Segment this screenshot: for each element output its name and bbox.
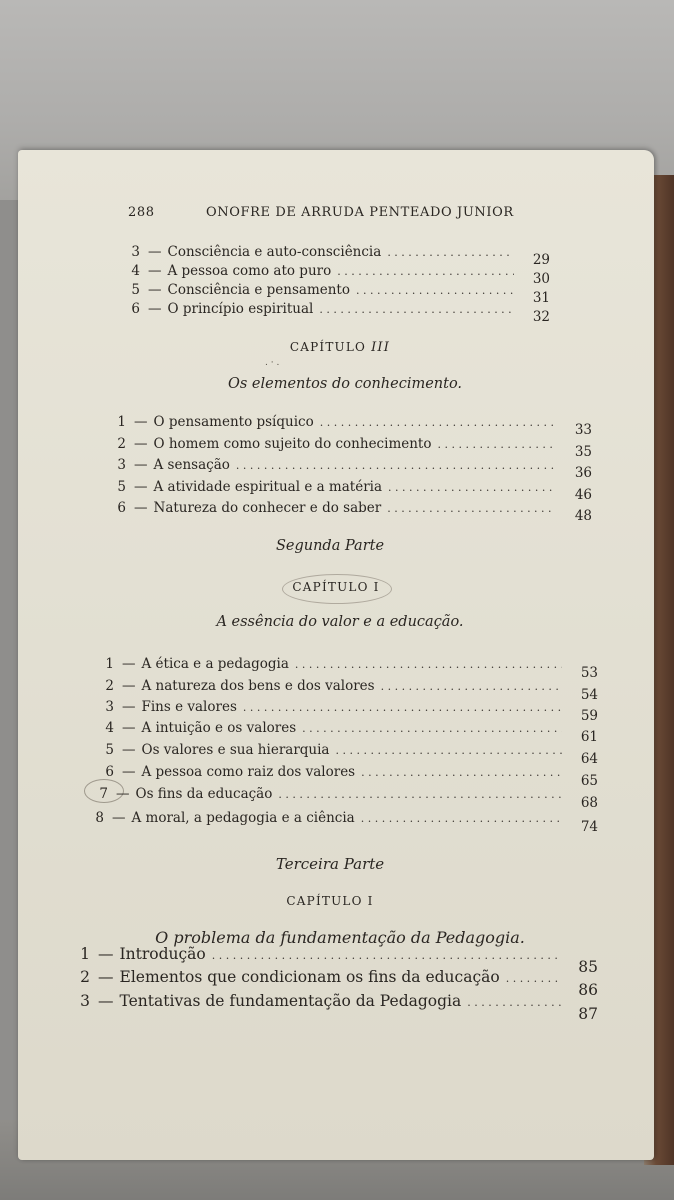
item-title: A sensação — [153, 457, 230, 473]
item-page: 29 — [532, 252, 550, 268]
part-title: Terceira Parte — [275, 855, 385, 873]
item-page: 48 — [574, 508, 592, 524]
item-number: 2 — [117, 436, 126, 452]
running-head — [128, 205, 528, 220]
chapter-title: O problema da fundamentação da Pedagogia. — [155, 928, 525, 947]
item-title: Os valores e sua hierarquia — [141, 742, 330, 758]
toc-item: 5 — A atividade espiritual e a matéria . . . 46 — [112, 479, 592, 495]
item-title: A pessoa como ato puro — [167, 263, 332, 279]
toc-item: 5 — Os valores e sua hierarquia . . . 64 — [100, 742, 598, 758]
toc-item: 7 — Os fins da educação . . . 68 — [94, 786, 598, 802]
chapter-roman: III — [371, 340, 391, 355]
toc-item: 6 — Natureza do conhecer e do saber . . . 48 — [112, 500, 592, 516]
item-title: Consciência e pensamento — [167, 282, 350, 298]
item-page: 64 — [580, 751, 598, 767]
item-title: O pensamento psíquico — [153, 414, 314, 430]
chapter-title: A essência do valor e a educação. — [216, 614, 464, 630]
item-page: 54 — [580, 687, 598, 703]
item-page: 53 — [580, 665, 598, 681]
chapter-heading: CAPÍTULO I — [292, 580, 380, 594]
item-number: 8 — [95, 810, 104, 826]
toc-item: 2 — O homem como sujeito do conhecimento . . . 35 — [112, 436, 592, 452]
item-title: Os fins da educação — [135, 786, 273, 802]
item-title: A atividade espiritual e a matéria — [153, 479, 383, 495]
toc-item: 1 — O pensamento psíquico . . . 33 — [112, 414, 592, 430]
item-page: 59 — [580, 708, 598, 724]
item-number: 7 — [99, 786, 108, 802]
item-number: 3 — [117, 457, 126, 473]
item-number: 5 — [105, 742, 114, 758]
item-page: 36 — [574, 465, 592, 481]
toc-item: 1 — A ética e a pedagogia . . . 53 — [100, 656, 598, 672]
item-page: 74 — [580, 819, 598, 835]
item-number: 4 — [131, 263, 140, 279]
item-title: Tentativas de fundamentação da Pedagogia — [119, 992, 462, 1010]
item-number: 3 — [131, 244, 140, 260]
item-number: 2 — [105, 678, 114, 694]
toc-item: 2 — A natureza dos bens e dos valores . . . 54 — [100, 678, 598, 694]
chapter-label: CAPÍTULO — [289, 340, 367, 354]
item-number: 6 — [117, 500, 126, 516]
toc-item: 4 — A intuição e os valores . . . 61 — [100, 720, 598, 736]
item-title: Natureza do conhecer e do saber — [153, 500, 382, 516]
toc-item: 3 — A sensação . . . 36 — [112, 457, 592, 473]
item-title: Elementos que condicionam os fins da educação — [119, 968, 500, 986]
item-number: 6 — [105, 764, 114, 780]
toc-item: 3 — Fins e valores . . . 59 — [100, 699, 598, 715]
toc-item: 3 — Tentativas de fundamentação da Pedagogia . . . 87 — [70, 992, 598, 1010]
toc-item: 4 — A pessoa como ato puro . . . 30 — [110, 263, 550, 279]
item-page: 87 — [578, 1005, 598, 1023]
item-page: 32 — [532, 309, 550, 325]
toc-item: 2 — Elementos que condicionam os fins da educação . . . 86 — [70, 968, 598, 986]
item-page: 30 — [532, 271, 550, 287]
chapter-heading: CAPÍTULO I — [286, 894, 374, 908]
item-number: 6 — [131, 301, 140, 317]
item-title: A ética e a pedagogia — [141, 656, 289, 672]
item-title: O homem como sujeito do conhecimento — [153, 436, 432, 452]
item-number: 3 — [80, 992, 90, 1010]
toc-item: 5 — Consciência e pensamento . . . 31 — [110, 282, 550, 298]
part-title: Segunda Parte — [275, 538, 385, 554]
toc-item: 3 — Consciência e auto-consciência . . . 29 — [110, 244, 550, 260]
item-title: A pessoa como raiz dos valores — [141, 764, 356, 780]
toc-item: 8 — A moral, a pedagogia e a ciência . . . 74 — [90, 810, 598, 826]
item-number: 5 — [131, 282, 140, 298]
item-number: 1 — [117, 414, 126, 430]
author-name: ONOFRE DE ARRUDA PENTEADO JUNIOR — [206, 205, 514, 220]
item-page: 35 — [574, 444, 592, 460]
item-number: 1 — [105, 656, 114, 672]
item-page: 85 — [578, 958, 598, 976]
chapter-heading — [270, 340, 410, 355]
item-number: 2 — [80, 968, 90, 986]
item-title: A intuição e os valores — [141, 720, 297, 736]
item-page: 65 — [580, 773, 598, 789]
item-page: 46 — [574, 487, 592, 503]
item-title: Consciência e auto-consciência — [167, 244, 382, 260]
item-title: O princípio espiritual — [167, 301, 314, 317]
toc-item: 6 — A pessoa como raiz dos valores . . . 65 — [100, 764, 598, 780]
item-number: 4 — [105, 720, 114, 736]
item-page: 31 — [532, 290, 550, 306]
item-title: A natureza dos bens e dos valores — [141, 678, 375, 694]
item-page: 61 — [580, 729, 598, 745]
item-title: A moral, a pedagogia e a ciência — [131, 810, 355, 826]
item-title: Fins e valores — [141, 699, 237, 715]
chapter-title: Os elementos do conhecimento. — [227, 376, 463, 392]
item-page: 33 — [574, 422, 592, 438]
item-number: 5 — [117, 479, 126, 495]
toc-item: 1 — Introdução . . . 85 — [70, 945, 598, 963]
item-number: 1 — [80, 945, 90, 963]
item-title: Introdução — [119, 945, 206, 963]
toc-item: 6 — O princípio espiritual . . . 32 — [110, 301, 550, 317]
ink-dots: . · . — [265, 358, 280, 368]
item-page: 86 — [578, 981, 598, 999]
item-page: 68 — [580, 795, 598, 811]
page-number: 288 — [128, 205, 155, 220]
item-number: 3 — [105, 699, 114, 715]
